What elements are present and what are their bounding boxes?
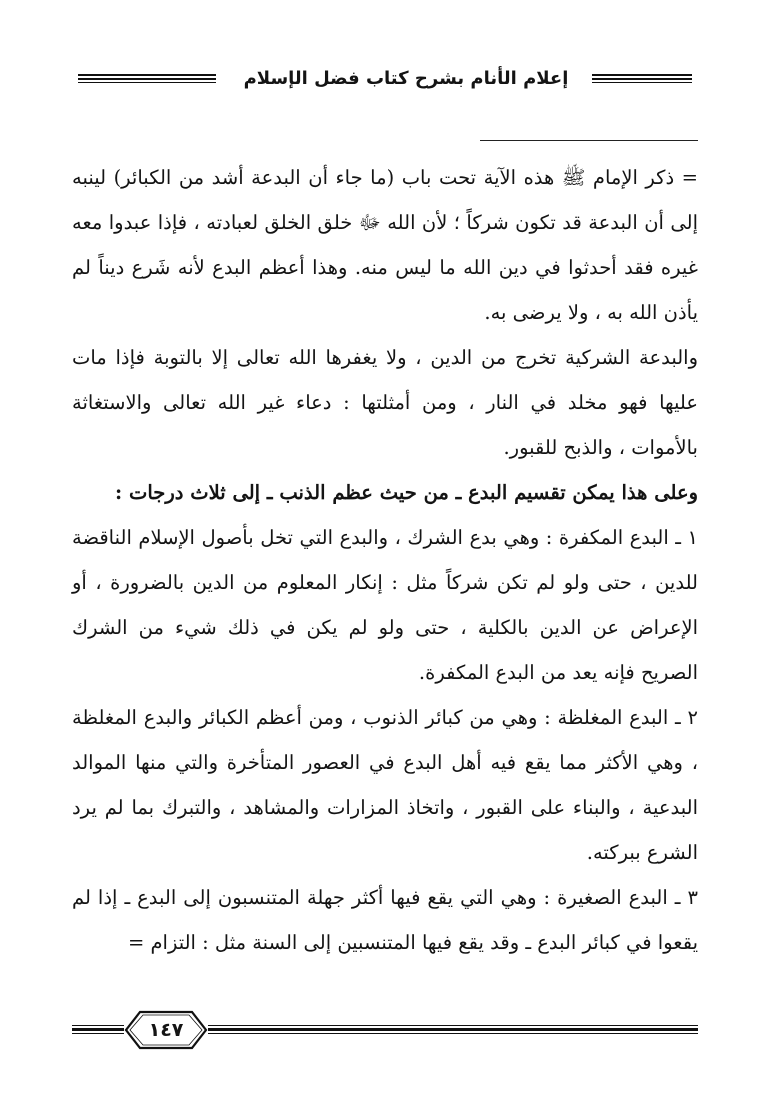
page-footer [72, 1010, 698, 1050]
header-ornament-rule-right [592, 74, 692, 83]
book-title: إعلام الأنام بشرح كتاب فضل الإسلام [243, 68, 569, 89]
header-ornament-rule-left [78, 74, 216, 83]
paragraph-degree-1: ١ ـ البدع المكفرة : وهي بدع الشرك ، والبدع التي تخل بأصول الإسلام الناقضة للدين ، حتى ولو لم تكن شركاً مثل : إنكار المعلوم من الدين بالضرورة ، أو الإعراض عن الدين بالكلية ، حتى ولو لم يكن في ذلك شيء من الشرك الصريح فإنه يعد من البدع المكفرة. [72, 526, 698, 684]
page-body [72, 155, 698, 965]
paragraph-intro: = ذكر الإمام ﷺ هذه الآية تحت باب (ما جاء أن البدعة أشد من الكبائر) لينبه إلى أن البدعة قد تكون شركاً ؛ لأن الله ﷻ خلق الخلق لعبادته ، فإذا عبدوا معه غيره فقد أحدثوا في دين الله ما ليس منه. وهذا أعظم البدع لأنه شَرع ديناً لم يأذن الله به ، ولا يرضى به. [72, 166, 698, 324]
footnote-continuation-rule [480, 140, 698, 141]
paragraph-shirk-bidah: والبدعة الشركية تخرج من الدين ، ولا يغفرها الله تعالى إلا بالتوبة فإذا مات عليها فهو مخلد في النار ، ومن أمثلتها : دعاء غير الله تعالى والاستغاثة بالأموات ، والذبح للقبور. [72, 346, 698, 459]
page-number-badge [124, 1010, 208, 1050]
paragraph-degree-2: ٢ ـ البدع المغلظة : وهي من كبائر الذنوب ، ومن أعظم الكبائر والبدع المغلظة ، وهي الأكثر مما يقع فيه أهل البدع في العصور المتأخرة والتي منها الموالد البدعية ، والبناء على القبور ، واتخاذ المزارات والمشاهد ، والتبرك بما لم يرد الشرع ببركته. [72, 706, 698, 864]
footer-rule-right [208, 1025, 698, 1034]
footer-rule-left [72, 1025, 124, 1034]
page-number: ١٤٧ [148, 1019, 184, 1041]
paragraph-degree-3: ٣ ـ البدع الصغيرة : وهي التي يقع فيها أكثر جهلة المتنسبون إلى البدع ـ إذا لم يقعوا في كبائر البدع ـ وقد يقع فيها المتنسبين إلى السنة مثل : التزام = [72, 886, 698, 954]
running-header [72, 64, 698, 94]
paragraph-classification-heading: وعلى هذا يمكن تقسيم البدع ـ من حيث عظم الذنب ـ إلى ثلاث درجات : [115, 481, 698, 504]
